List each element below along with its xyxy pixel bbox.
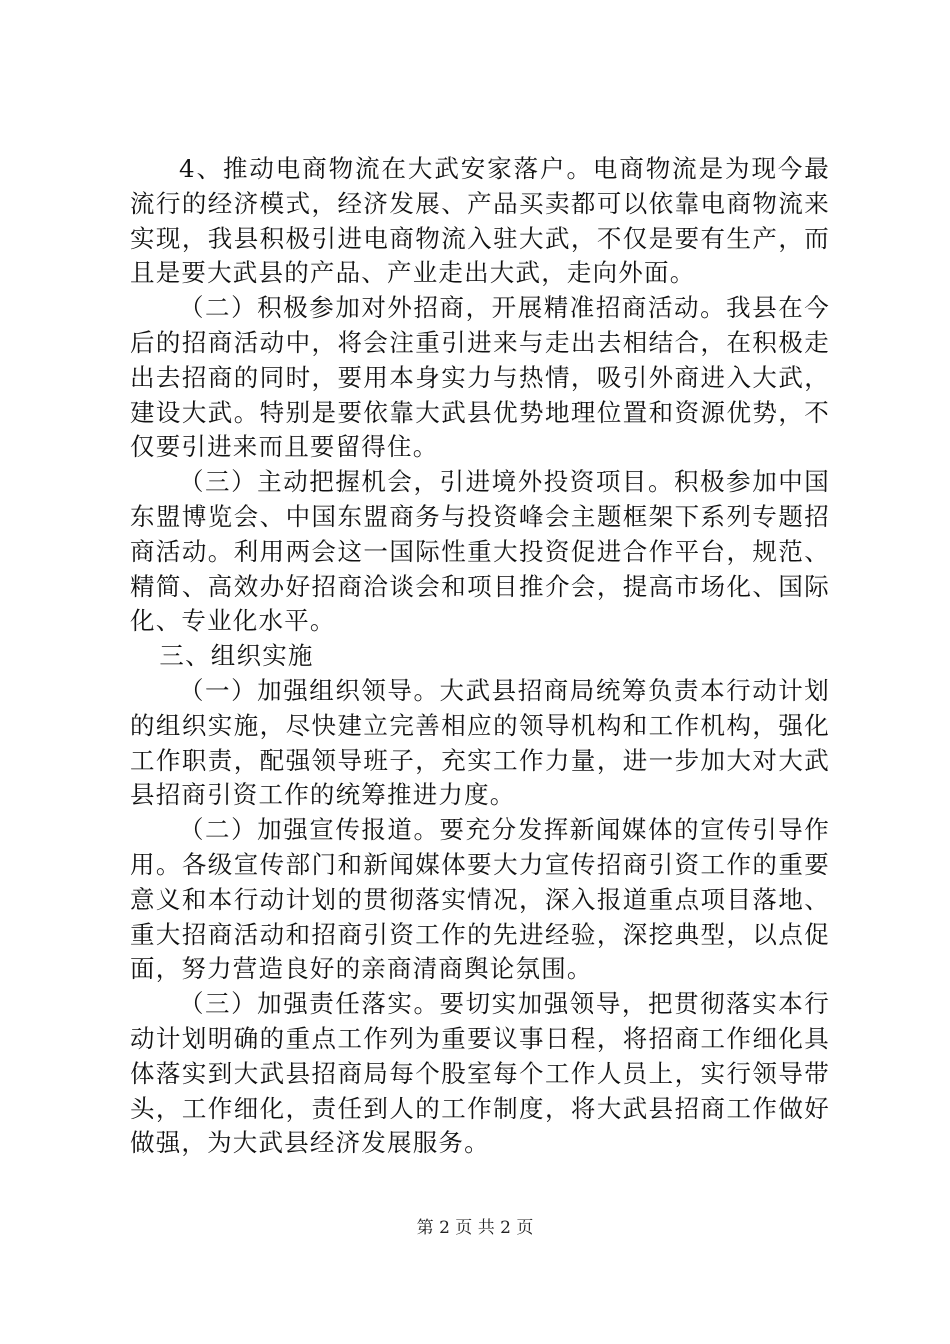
paragraph-ecommerce-logistics: 4、推动电商物流在大武安家落户。电商物流是为现今最流行的经济模式，经济发展、产品买卖都可以依靠电商物流来实现，我县积极引进电商物流入驻大武，不仅是要有生产，而且是要大武县的产品、产业走出大武，走向外面。 [130, 154, 830, 288]
section-heading: 三、组织实施 [159, 641, 314, 671]
paragraph-responsibility: （三）加强责任落实。要切实加强领导，把贯彻落实本行动计划明确的重点工作列为重要议事日程，将招商工作细化具体落实到大武县招商局每个股室每个工作人员上，实行领导带头，工作细化，责任到人的工作制度，将大武县招商工作做好做强，为大武县经济发展服务。 [130, 989, 830, 1158]
paragraph-publicity: （二）加强宣传报道。要充分发挥新闻媒体的宣传引导作用。各级宣传部门和新闻媒体要大力宣传招商引资工作的重要意义和本行动计划的贯彻落实情况，深入报道重点项目落地、重大招商活动和招商引资工作的先进经验，深挖典型，以点促面，努力营造良好的亲商清商舆论氛围。 [130, 815, 830, 984]
document-body [130, 152, 830, 1161]
paragraph-external-investment: （二）积极参加对外招商，开展精准招商活动。我县在今后的招商活动中，将会注重引进来与走出去相结合，在积极走出去招商的同时，要用本身实力与热情，吸引外商进入大武，建设大武。特别是要依靠大武县优势地理位置和资源优势，不仅要引进来而且要留得住。 [130, 293, 830, 462]
page-number-footer: 第 2 页 共 2 页 [416, 1218, 534, 1238]
paragraph-overseas-projects: （三）主动把握机会，引进境外投资项目。积极参加中国东盟博览会、中国东盟商务与投资峰会主题框架下系列专题招商活动。利用两会这一国际性重大投资促进合作平台，规范、精简、高效办好招商洽谈会和项目推介会，提高市场化、国际化、专业化水平。 [130, 467, 830, 636]
paragraph-organization-leadership: （一）加强组织领导。大武县招商局统筹负责本行动计划的组织实施，尽快建立完善相应的领导机构和工作机构，强化工作职责，配强领导班子，充实工作力量，进一步加大对大武县招商引资工作的统筹推进力度。 [130, 675, 830, 810]
